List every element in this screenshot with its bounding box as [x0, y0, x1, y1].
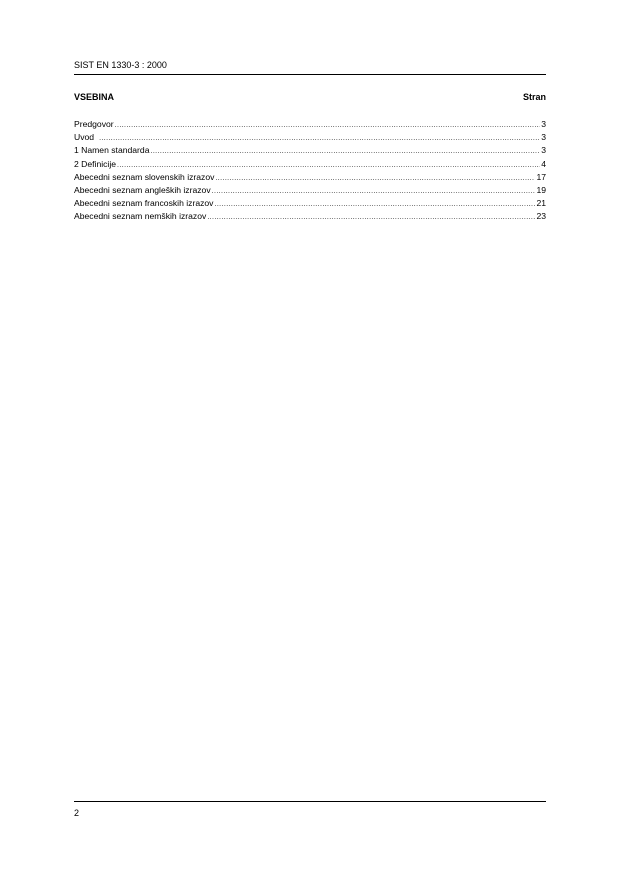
toc-entry-definicije[interactable]	[74, 158, 546, 171]
toc-dot-leader	[207, 211, 535, 224]
toc-entry-page[interactable]: 21	[536, 198, 546, 209]
toc-title: VSEBINA	[74, 92, 115, 102]
toc-entry-title[interactable]: Abecedni seznam angleških izrazov	[74, 184, 211, 195]
toc-entry-title[interactable]: Abecedni seznam nemških izrazov	[74, 211, 207, 222]
toc-entry-title[interactable]: Abecedni seznam francoskih izrazov	[74, 198, 214, 209]
footer-divider	[74, 801, 546, 802]
toc-page-column-label: Stran	[522, 92, 546, 102]
toc-dot-leader	[212, 185, 536, 198]
toc-entry-page[interactable]: 4	[541, 158, 546, 169]
table-of-contents	[74, 118, 546, 224]
toc-dot-leader	[150, 145, 540, 158]
toc-entry-namen-standarda[interactable]	[74, 144, 546, 157]
toc-dot-leader	[214, 198, 535, 211]
toc-entry-angleskih-izrazov[interactable]	[74, 184, 546, 197]
toc-entry-page[interactable]: 19	[536, 184, 546, 195]
toc-entry-title[interactable]: Uvod	[74, 132, 95, 143]
toc-entry-title[interactable]: 2 Definicije	[74, 158, 117, 169]
toc-dot-leader	[115, 119, 541, 132]
toc-dot-leader	[99, 132, 540, 145]
toc-entry-uvod[interactable]	[74, 131, 546, 144]
toc-entry-francoskih-izrazov[interactable]	[74, 197, 546, 210]
toc-entry-page[interactable]: 3	[541, 132, 546, 143]
toc-entry-title[interactable]: Abecedni seznam slovenskih izrazov	[74, 171, 215, 182]
toc-entry-predgovor[interactable]	[74, 118, 546, 131]
toc-dot-leader	[215, 172, 535, 185]
toc-entry-slovenskih-izrazov[interactable]	[74, 171, 546, 184]
toc-entry-page[interactable]: 3	[541, 119, 546, 129]
header-divider	[74, 74, 546, 75]
toc-entry-page[interactable]: 3	[541, 145, 546, 156]
footer-page-number: 2	[74, 808, 80, 818]
document-id-header: SIST EN 1330-3 : 2000	[74, 60, 167, 70]
toc-entry-page[interactable]: 17	[536, 171, 546, 182]
toc-entry-title[interactable]: Predgovor	[74, 119, 114, 129]
toc-entry-nemskih-izrazov[interactable]	[74, 210, 546, 223]
toc-entry-title[interactable]: 1 Namen standarda	[74, 145, 150, 156]
toc-entry-page[interactable]: 23	[536, 211, 546, 222]
